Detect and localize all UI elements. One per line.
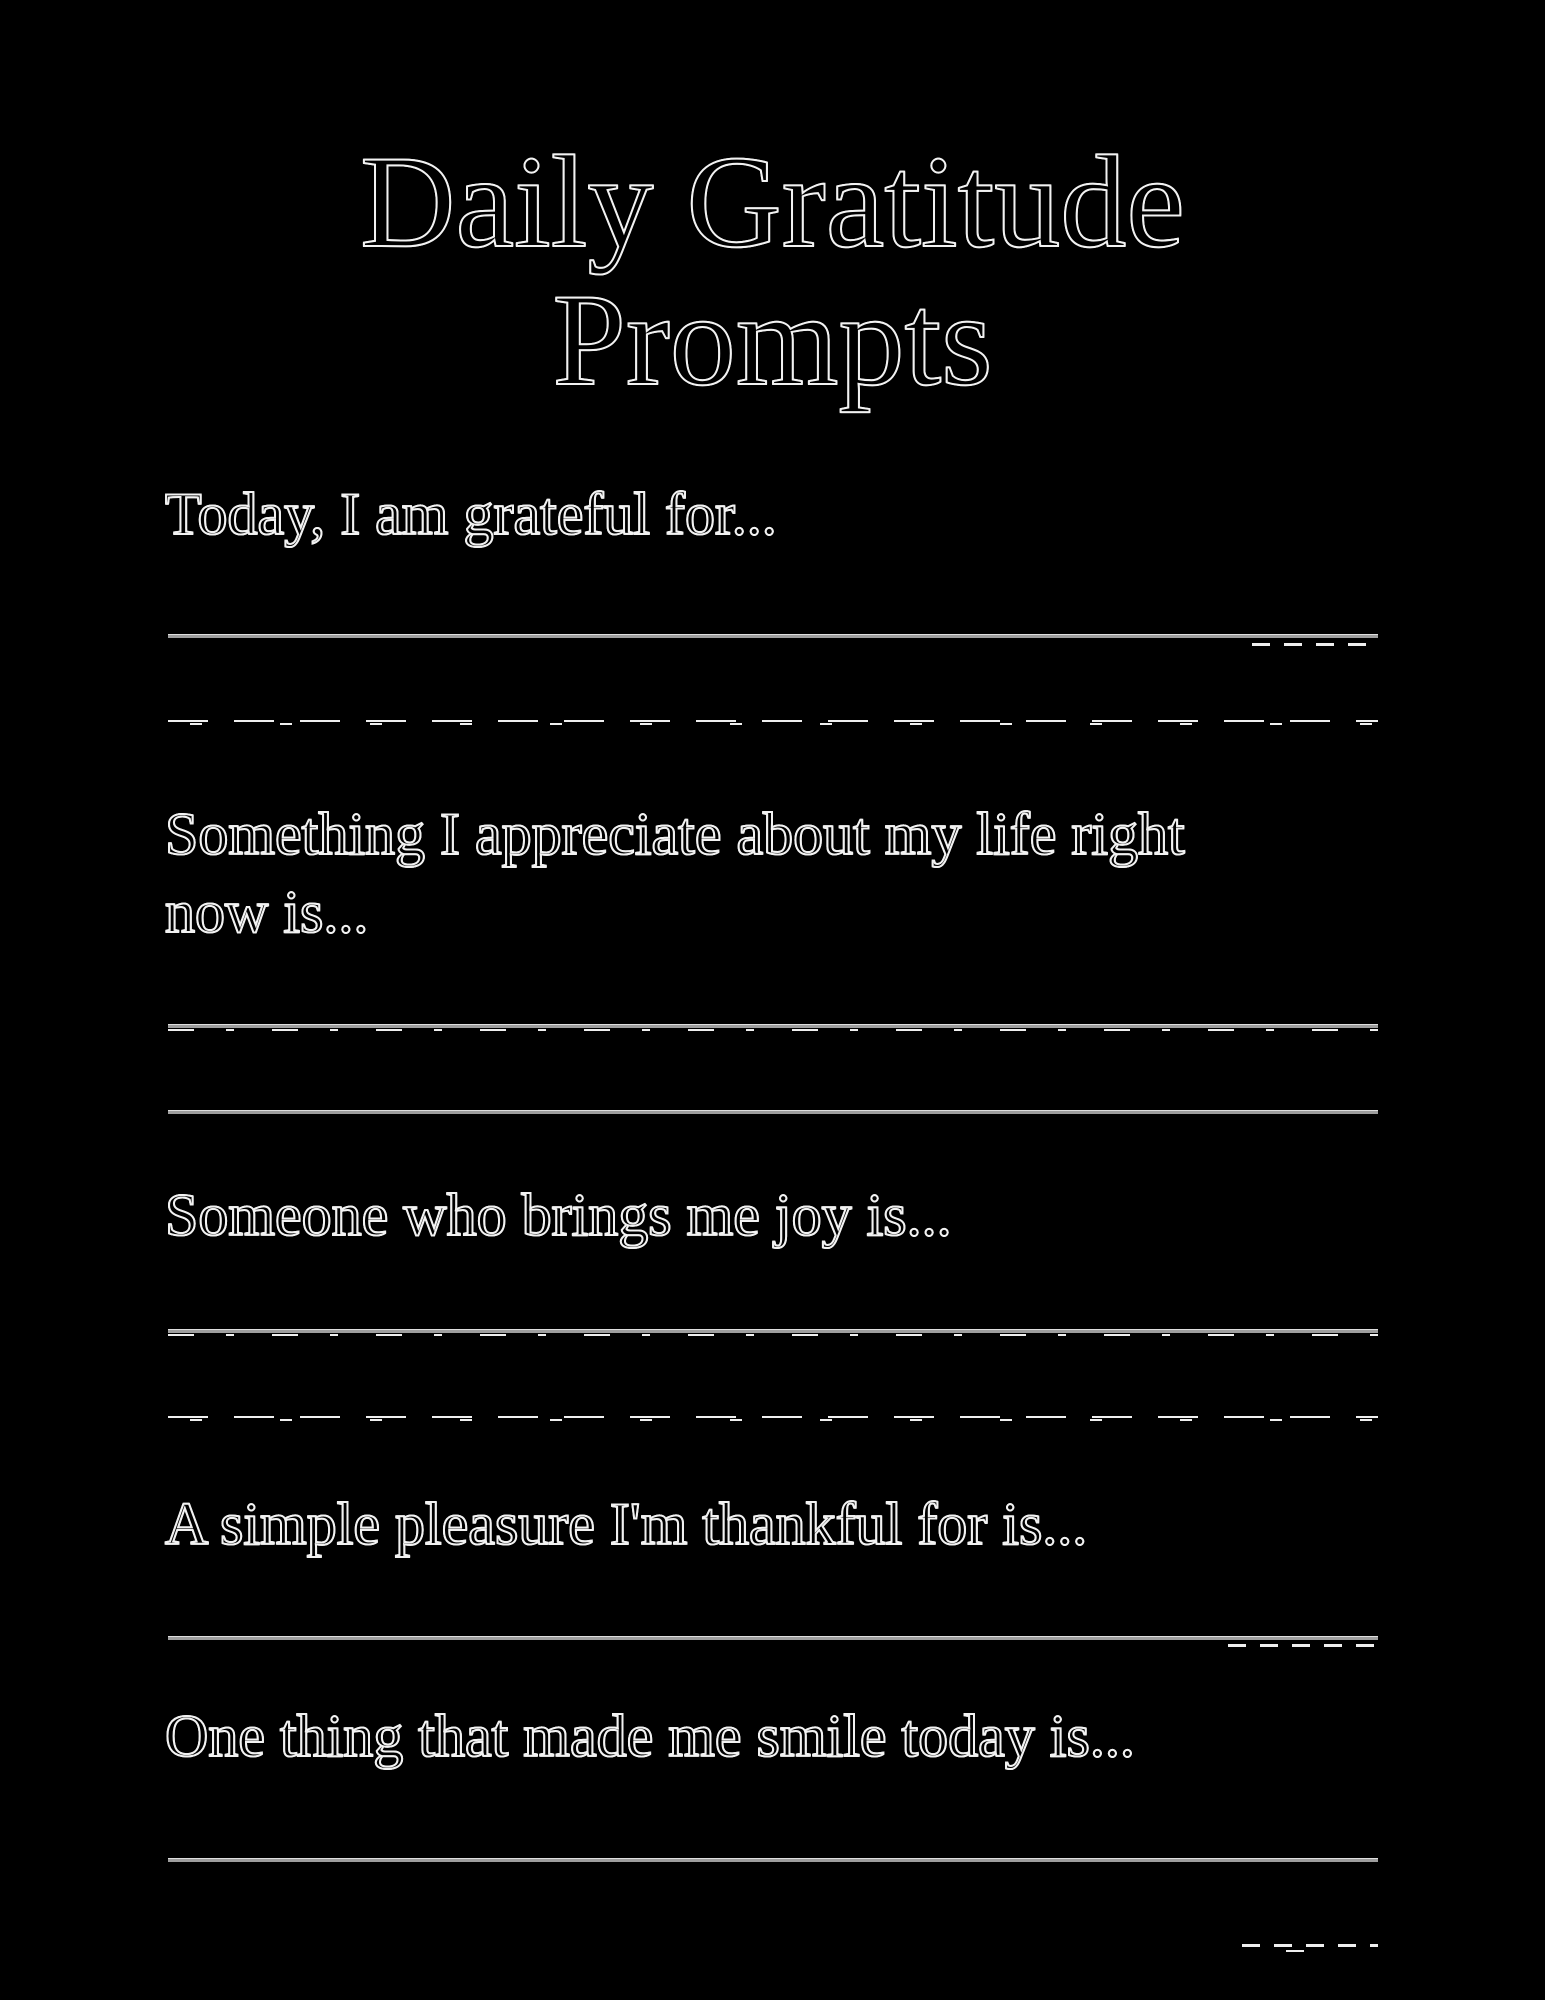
prompt-appreciate-life: Something I appreciate about my life right now is...	[165, 801, 1185, 945]
page-title-line2: Prompts	[552, 266, 993, 413]
prompt-today-grateful: Today, I am grateful for...	[165, 481, 777, 547]
prompt-someone-joy: Someone who brings me joy is...	[165, 1182, 952, 1248]
line-dash-artifact	[1228, 1644, 1378, 1647]
writing-line	[168, 1110, 1378, 1114]
bottom-dash-artifact	[1286, 1950, 1312, 1952]
writing-line	[168, 1329, 1378, 1336]
bottom-dash-artifact	[1242, 1944, 1378, 1947]
prompt-smile-today: One thing that made me smile today is...	[165, 1703, 1135, 1769]
writing-line	[168, 1636, 1378, 1640]
line-dash-artifact	[1252, 643, 1378, 646]
page-title-line1: Daily Gratitude	[360, 128, 1185, 275]
page-title	[0, 128, 1545, 413]
writing-line	[168, 720, 1378, 726]
writing-line	[168, 634, 1378, 638]
writing-line	[168, 1024, 1378, 1031]
writing-line	[168, 1858, 1378, 1862]
prompt-simple-pleasure: A simple pleasure I'm thankful for is...	[165, 1491, 1088, 1557]
writing-line	[168, 1416, 1378, 1422]
